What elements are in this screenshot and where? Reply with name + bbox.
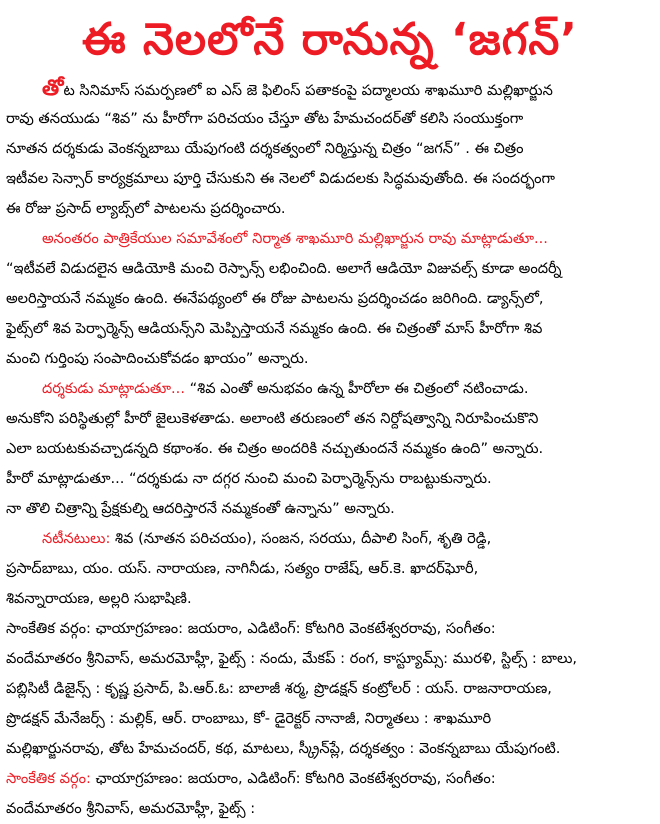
paragraph-crew bbox=[6, 614, 654, 764]
paragraph-line: అనుకోని పరిస్థితుల్లో హీరో జైలుకెళతాడు. అలాంటి తరుణంలో తన నిర్దోషత్వాన్ని నిరూపించుకొని bbox=[6, 410, 539, 427]
paragraph-line: ఎలా బయటకువచ్చాడన్నది కథాంశం. ఈ చిత్రం అందరికి నచ్చుతుందనే నమ్మకం ఉంది” అన్నారు. bbox=[6, 440, 544, 457]
paragraph-intro bbox=[6, 74, 654, 224]
paragraph-line bbox=[6, 74, 654, 104]
paragraph-director bbox=[6, 374, 654, 524]
paragraph-producer bbox=[6, 224, 654, 374]
paragraph-line: మంచి గుర్తింపు సంపాదించుకోవడం ఖాయం” అన్నారు. bbox=[6, 350, 309, 367]
line-text: ట సినిమాస్ సమర్పణలో ఐ ఎస్ జె ఫిలింస్ పతాకంపై పద్మాలయ శాఖమూరి మల్లిఖార్జున bbox=[63, 82, 553, 99]
paragraph-line: శివన్నారాయణ, అల్లరి సుభాషిణి. bbox=[6, 590, 192, 607]
paragraph-line: ప్రసాద్‌బాబు, యం. యస్. నారాయణ, నాగినీడు, సత్యం రాజేష్, ఆర్.కె. ఖాదర్‌ఘోరీ, bbox=[6, 560, 479, 577]
cast-label: నటీనటులు: bbox=[42, 530, 111, 547]
paragraph-line bbox=[6, 524, 654, 554]
paragraph-line: అలరిస్తాయనే నమ్మకం ఉంది. ఈనేపథ్యంలో ఈ రోజు పాటలను ప్రదర్శించడం జరిగింది. డ్యాన్స్‌లో, bbox=[6, 290, 544, 307]
paragraph-line: ఫైట్స్‌లో శివ పెర్ఫార్మెన్స్ ఆడియన్స్‌ని మెప్పిస్తాయనే నమ్మకం ఉంది. ఈ చిత్రంతో మాస్ హీరోగా శివ bbox=[6, 320, 543, 337]
drop-cap: తో bbox=[42, 76, 64, 101]
article-page bbox=[0, 6, 660, 816]
paragraph-line bbox=[6, 374, 654, 404]
paragraph-line: ప్రొడక్షన్ మేనేజర్స్ : మల్లిక్, ఆర్. రాంబాబు, కో- డైరెక్టర్ నానాజీ, నిర్మాతలు : శాఖమూరి bbox=[6, 710, 492, 727]
paragraph-crew-repeat bbox=[6, 764, 654, 824]
paragraph-line: రావు తనయుడు “శివ” ను హీరోగా పరిచయం చేస్తూ తోట హేమచందర్‌తో కలిసి సంయుక్తంగా bbox=[6, 110, 524, 127]
paragraph-line: ఈ రోజు ప్రసాద్ ల్యాబ్స్‌లో పాటలను ప్రదర్శించారు. bbox=[6, 200, 286, 217]
line-text: శివ (నూతన పరిచయం), సంజన, సరయు, దీపాలి సింగ్, శృతి రెడ్డి, bbox=[110, 530, 492, 547]
paragraph-lead: దర్శకుడు మాట్లాడుతూ... bbox=[42, 380, 185, 397]
article-headline: ఈ నెలలోనే రానున్న ‘జగన్’ bbox=[81, 14, 578, 65]
paragraph-lead: అనంతరం పాత్రికేయుల సమావేశంలో నిర్మాత శాఖమూరి మల్లిఖార్జున రావు మాట్లాడుతూ... bbox=[42, 230, 548, 247]
crew-label: సాంకేతిక వర్గం: bbox=[6, 770, 91, 787]
paragraph-line: పబ్లిసిటీ డిజైన్స్ : కృష్ణ ప్రసాద్, పి.ఆర్.ఓ: బాలాజీ శర్మ, ప్రొడక్షన్ కంట్రోలర్ : యస్. రాజనారాయణ, bbox=[6, 680, 552, 697]
paragraph-line: మల్లిఖార్జునరావు, తోట హేమచందర్, కథ, మాటలు, స్క్రీన్‌ప్లే, దర్శకత్వం : వెంకన్నబాబు యేపుగంటి. bbox=[6, 740, 561, 757]
paragraph-line: సాంకేతిక వర్గం: ఛాయాగ్రహణం: జయరాం, ఎడిటింగ్: కోటగిరి వెంకటేశ్వరరావు, సంగీతం: bbox=[6, 620, 496, 637]
paragraph-line bbox=[6, 764, 654, 794]
article-body bbox=[6, 74, 654, 824]
paragraph-line: నూతన దర్శకుడు వెంకన్నబాబు యేపుగంటి దర్శకత్వంలో నిర్మిస్తున్న చిత్రం “జగన్” . ఈ చిత్రం bbox=[6, 140, 524, 157]
paragraph-line: వందేమాతరం శ్రీనివాస్, అమరమోహ్లీ, ఫైట్స్ : నందు, మేకప్ : రంగ, కాస్ట్యూమ్స్: మురళి, స్టిల్స్ : బాలు, bbox=[6, 650, 578, 667]
line-text: ఛాయాగ్రహణం: జయరాం, ఎడిటింగ్: కోటగిరి వెంకటేశ్వరరావు, సంగీతం: bbox=[90, 770, 496, 787]
paragraph-line: హీరో మాట్లాడుతూ... “దర్శకుడు నా దగ్గర నుంచి మంచి పెర్ఫార్మెన్స్‌ను రాబట్టుకున్నారు. bbox=[6, 470, 492, 487]
paragraph-line: “ఇటీవలే విడుదలైన ఆడియోకి మంచి రెస్పాన్స్ లభించింది. అలాగే ఆడియో విజువల్స్ కూడా అందర్నీ bbox=[6, 260, 562, 277]
paragraph-line: ఇటీవల సెన్సార్ కార్యక్రమాలు పూర్తి చేసుకుని ఈ నెలలో విడుదలకు సిద్ధమవుతోంది. ఈ సందర్భంగా bbox=[6, 170, 555, 187]
paragraph-line: నా తొలి చిత్రాన్ని ప్రేక్షకుల్ని ఆదరిస్తారనే నమ్మకంతో ఉన్నాను” అన్నారు. bbox=[6, 500, 395, 517]
paragraph-line: వందేమాతరం శ్రీనివాస్, అమరమోహ్లీ, ఫైట్స్ : bbox=[6, 800, 256, 817]
paragraph-cast bbox=[6, 524, 654, 614]
line-text: “శివ ఎంతో అనుభవం ఉన్న హీరోలా ఈ చిత్రంలో నటించాడు. bbox=[184, 380, 529, 397]
